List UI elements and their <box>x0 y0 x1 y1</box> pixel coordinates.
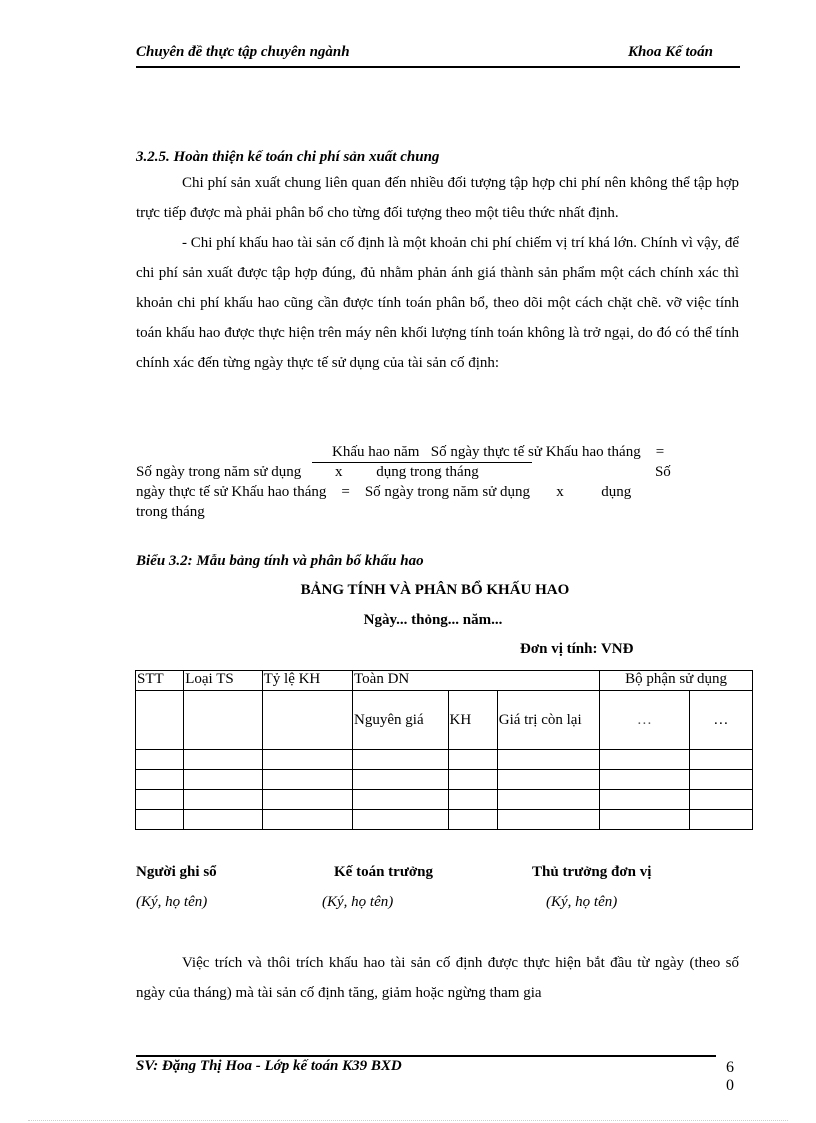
table-unit: Đơn vị tính: VNĐ <box>520 641 634 657</box>
col-ty-le: Tỷ lệ KH <box>262 671 352 691</box>
subheader-empty-loai <box>184 691 262 750</box>
signature-note-2: (Ký, họ tên) <box>322 894 394 910</box>
signature-title-2: Kế toán trưởng <box>334 864 433 880</box>
table-subheader-row <box>136 691 753 750</box>
page-number-digit-2: 0 <box>726 1077 734 1094</box>
col-stt: STT <box>136 671 184 691</box>
signature-title-3: Thủ trưởng đơn vị <box>532 864 652 880</box>
signature-title-1: Người ghi sổ <box>136 864 217 880</box>
closing-paragraph: Việc trích và thôi trích khấu hao tài sản cố định được thực hiện bắt đầu từ ngày (theo số ngày của tháng) mà tài sản cố định tăng, giảm hoặc ngừng tham gia <box>136 955 739 1001</box>
header-rule <box>136 66 740 68</box>
col-loai-ts: Loại TS <box>184 671 262 691</box>
subheader-empty-tyle <box>262 691 352 750</box>
formula-line-1: Khấu hao năm Số ngày thực tế sử Khấu hao tháng = <box>332 444 665 460</box>
paragraph-2: - Chi phí khấu hao tài sản cố định là một khoản chi phí chiếm vị trí khá lớn. Chính vì vậy, để chi phí sản xuất được tập hợp đúng, đủ nhằm phản ánh giá thành sản phẩm một cách chính xác thì khoản chi phí khấu hao cũng cần được tính toán phân bổ, theo dõi một cách chặt chẽ. vỡ việc tính toán khấu hao được thực hiện trên máy nên khối lượng tính toán không là trở ngại, do đó có thể tính chính xác đến từng ngày thực tế sử dụng của tài sản cố định: <box>136 235 739 371</box>
col-gia-tri-con-lai: Giá trị còn lại <box>497 691 599 750</box>
col-toan-dn: Toàn DN <box>353 671 600 691</box>
col-bo-phan-1: … <box>600 691 689 750</box>
signature-note-3: (Ký, họ tên) <box>546 894 618 910</box>
table-caption: Biểu 3.2: Mẫu bảng tính và phân bổ khấu hao <box>136 553 424 569</box>
col-nguyen-gia: Nguyên giá <box>353 691 448 750</box>
page-bottom-dotted-line <box>28 1120 788 1121</box>
footer-rule <box>136 1055 716 1057</box>
section-title: 3.2.5. Hoàn thiện kế toán chi phí sản xuất chung <box>136 149 440 165</box>
table-row <box>136 790 753 810</box>
footer-author: SV: Đặng Thị Hoa - Lớp kế toán K39 BXD <box>136 1058 402 1074</box>
table-header-row <box>136 671 753 691</box>
formula-line-3: ngày thực tế sử Khấu hao tháng = Số ngày trong năm sử dụng x dụng <box>136 484 632 500</box>
page-number-digit-1: 6 <box>726 1059 734 1076</box>
header-department: Khoa Kế toán <box>628 44 714 60</box>
body-text <box>136 168 739 378</box>
table-row <box>136 770 753 790</box>
paragraph-1: Chi phí sản xuất chung liên quan đến nhiều đối tượng tập hợp chi phí nên không thể tập hợp trực tiếp được mà phải phân bổ cho từng đối tượng theo một tiêu thức nhất định. <box>136 175 739 221</box>
page-number <box>722 1059 738 1095</box>
closing-text <box>136 948 739 1008</box>
col-kh: KH <box>448 691 497 750</box>
header-title: Chuyên đề thực tập chuyên ngành <box>136 44 350 60</box>
signature-note-1: (Ký, họ tên) <box>136 894 208 910</box>
col-bo-phan: Bộ phận sử dụng <box>600 671 753 691</box>
table-row <box>136 750 753 770</box>
subheader-empty-stt <box>136 691 184 750</box>
depreciation-table <box>135 670 753 830</box>
formula-line-2: Số ngày trong năm sử dụng x dụng trong tháng Số <box>136 464 671 480</box>
table-row <box>136 810 753 830</box>
formula-line-4: trong tháng <box>136 504 205 520</box>
formula-block <box>136 442 739 522</box>
col-bo-phan-2: … <box>689 691 752 750</box>
table-date: Ngày... thỏng... năm... <box>363 612 503 628</box>
table-title: BẢNG TÍNH VÀ PHÂN BỔ KHẤU HAO <box>300 582 570 598</box>
